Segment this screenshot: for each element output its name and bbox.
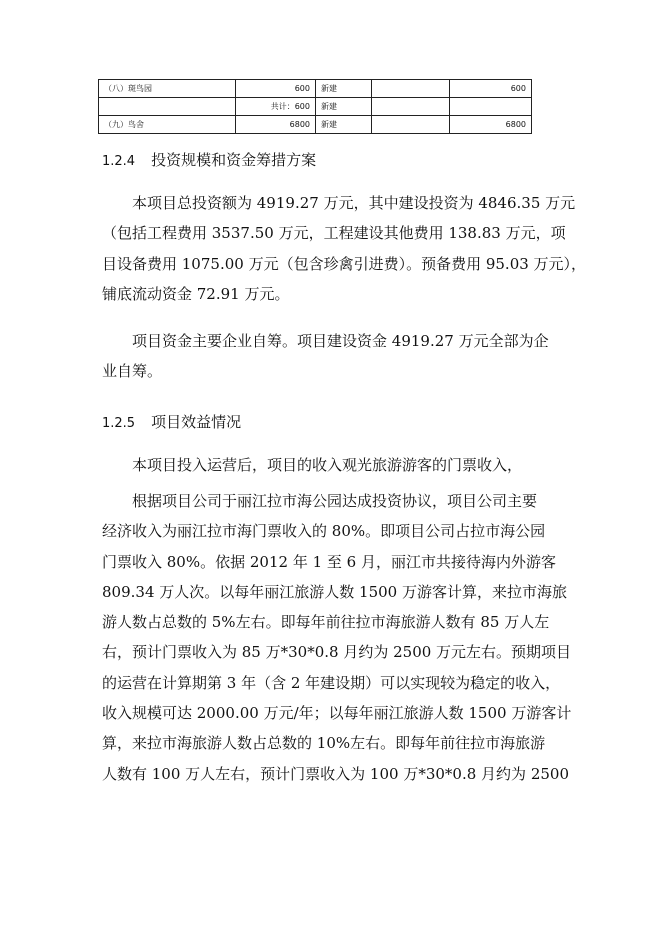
table-cell: 共计：600 — [236, 98, 316, 116]
table-cell — [372, 80, 450, 98]
table-cell — [372, 116, 450, 134]
paragraph-revenue-detail — [102, 486, 572, 789]
paragraph-funding — [102, 326, 562, 387]
text-line: 业自筹。 — [102, 362, 163, 381]
paragraph-investment — [102, 188, 587, 309]
section-title: 项目效益情况 — [151, 413, 242, 431]
text-line: （包括工程费用 3537.50 万元，工程建设其他费用 138.83 万元，项 — [102, 224, 566, 243]
text-line: 门票收入 80%。依据 2012 年 1 至 6 月，丽江市共接待海内外游客 — [102, 552, 556, 571]
table-cell: 600 — [450, 80, 532, 98]
section-title: 投资规模和资金筹措方案 — [151, 151, 317, 169]
text-line: 根据项目公司于丽江拉市海公园达成投资协议，项目公司主要 — [132, 492, 538, 510]
text-line: 目设备费用 1075.00 万元（包含珍禽引进费）。预备费用 95.03 万元）， — [102, 254, 587, 273]
section-heading-1-2-5 — [102, 411, 241, 432]
table-row — [99, 98, 532, 116]
table-cell: 600 — [236, 80, 316, 98]
table-cell: 新建 — [316, 116, 372, 134]
table-cell: 新建 — [316, 98, 372, 116]
table-row — [99, 80, 532, 98]
section-number: 1.2.5 — [102, 416, 136, 431]
table-cell: （九）鸟舍 — [99, 116, 236, 134]
table-cell: （八）斑鸟园 — [99, 80, 236, 98]
table-cell: 6800 — [450, 116, 532, 134]
text-line: 809.34 万人次。以每年丽江旅游人数 1500 万游客计算，来拉市海旅 — [102, 582, 567, 601]
text-line: 算，来拉市海旅游人数占总数的 10%左右。即每年前往拉市海旅游 — [102, 734, 546, 753]
text-line: 游人数占总数的 5%左右。即每年前往拉市海旅游人数有 85 万人左 — [102, 613, 550, 632]
text-line: 人数有 100 万人左右，预计门票收入为 100 万*30*0.8 月约为 2500 — [102, 764, 569, 783]
text-line: 经济收入为丽江拉市海门票收入的 80%。即项目公司占拉市海公园 — [102, 522, 546, 541]
text-line: 的运营在计算期第 3 年（含 2 年建设期）可以实现较为稳定的收入， — [102, 673, 561, 692]
table-cell — [450, 98, 532, 116]
text-line: 项目资金主要企业自筹。项目建设资金 4919.27 万元全部为企 — [132, 332, 549, 350]
table-row — [99, 116, 532, 134]
investment-table — [98, 79, 532, 134]
section-number: 1.2.4 — [102, 154, 136, 169]
section-heading-1-2-4 — [102, 149, 316, 170]
paragraph-revenue-intro — [102, 450, 562, 480]
table-cell — [99, 98, 236, 116]
table-cell: 新建 — [316, 80, 372, 98]
text-line: 铺底流动资金 72.91 万元。 — [102, 284, 290, 303]
table-cell — [372, 98, 450, 116]
text-line: 本项目投入运营后，项目的收入观光旅游游客的门票收入， — [132, 456, 523, 474]
table-cell: 6800 — [236, 116, 316, 134]
text-line: 收入规模可达 2000.00 万元/年；以每年丽江旅游人数 1500 万游客计 — [102, 704, 572, 723]
text-line: 本项目总投资额为 4919.27 万元，其中建设投资为 4846.35 万元 — [132, 194, 576, 212]
text-line: 右，预计门票收入为 85 万*30*0.8 月约为 2500 万元左右。预期项目 — [102, 643, 572, 662]
